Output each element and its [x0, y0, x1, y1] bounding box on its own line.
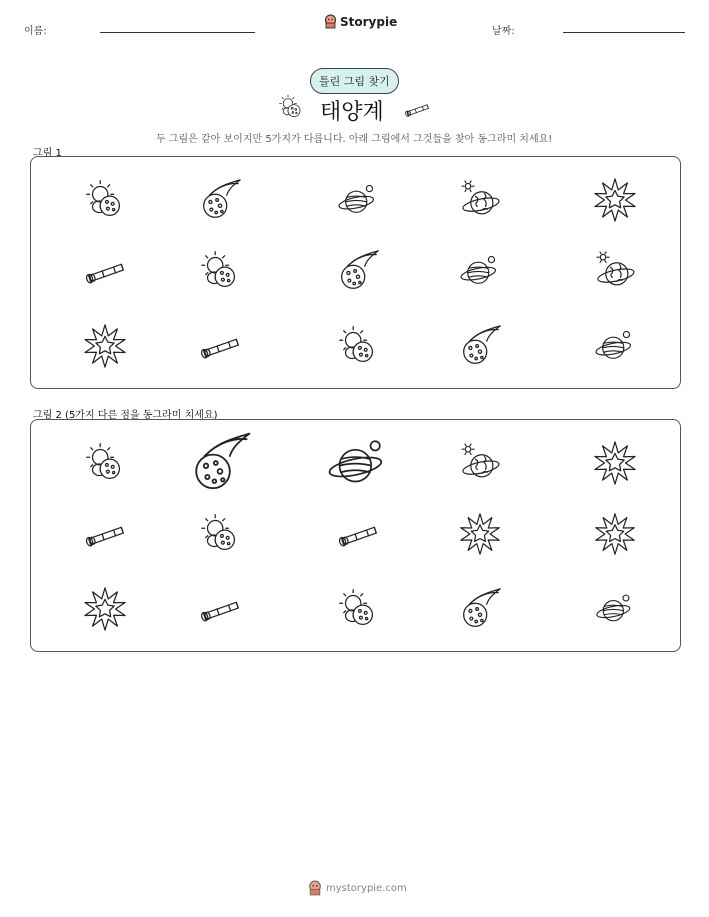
picture2-label: 그림 2 (5가지 다른 점을 동그라미 치세요) [33, 410, 218, 421]
ringed-planet-icon[interactable] [336, 178, 380, 222]
hero-telescope-icon [402, 94, 434, 120]
picture1-panel [30, 156, 681, 389]
sun-moon-icon[interactable] [334, 585, 382, 633]
earth-icon[interactable] [457, 440, 503, 486]
hero-sun-moon-icon [276, 92, 306, 122]
earth-icon[interactable] [457, 177, 503, 223]
instructions: 두 그림은 같아 보이지만 5가지가 다릅니다. 아래 그림에서 그것들을 찾아 동그라미 치세요! [156, 134, 553, 145]
sun-moon-icon[interactable] [196, 510, 244, 558]
sun-moon-icon[interactable] [81, 439, 129, 487]
telescope-icon[interactable] [334, 510, 382, 558]
storypie-mascot-icon [324, 14, 337, 29]
brand-logo [324, 14, 397, 29]
telescope-icon[interactable] [196, 322, 244, 370]
name-label: 이름: [24, 26, 47, 37]
comet-icon[interactable] [456, 322, 504, 370]
sun-moon-icon[interactable] [81, 176, 129, 224]
ringed-planet-icon[interactable] [593, 324, 637, 368]
page-title: 태양계 [320, 100, 384, 125]
telescope-icon[interactable] [196, 585, 244, 633]
comet-icon[interactable] [185, 428, 255, 498]
storypie-mascot-icon [308, 880, 322, 896]
sun-moon-icon[interactable] [334, 322, 382, 370]
ringed-planet-icon[interactable] [325, 430, 391, 496]
footer [308, 880, 407, 896]
date-label: 날짜: [492, 26, 515, 37]
star-icon[interactable] [592, 511, 638, 557]
star-icon[interactable] [457, 511, 503, 557]
star-icon[interactable] [81, 322, 129, 370]
brand-name: Storypie [340, 14, 398, 29]
name-line[interactable] [100, 32, 255, 33]
telescope-icon[interactable] [81, 247, 129, 295]
star-icon[interactable] [591, 439, 639, 487]
telescope-icon[interactable] [81, 510, 129, 558]
ringed-planet-icon[interactable] [594, 588, 636, 630]
picture2-panel [30, 419, 681, 652]
comet-icon[interactable] [334, 247, 382, 295]
picture1-label: 그림 1 [33, 148, 62, 159]
date-line[interactable] [563, 32, 685, 33]
ringed-planet-icon[interactable] [458, 249, 502, 293]
comet-icon[interactable] [456, 585, 504, 633]
sun-moon-icon[interactable] [196, 247, 244, 295]
star-icon[interactable] [81, 585, 129, 633]
earth-icon[interactable] [592, 248, 638, 294]
star-icon[interactable] [591, 176, 639, 224]
activity-badge: 틀린 그림 찾기 [310, 68, 399, 94]
footer-url: mystorypie.com [326, 882, 407, 894]
comet-icon[interactable] [196, 176, 244, 224]
